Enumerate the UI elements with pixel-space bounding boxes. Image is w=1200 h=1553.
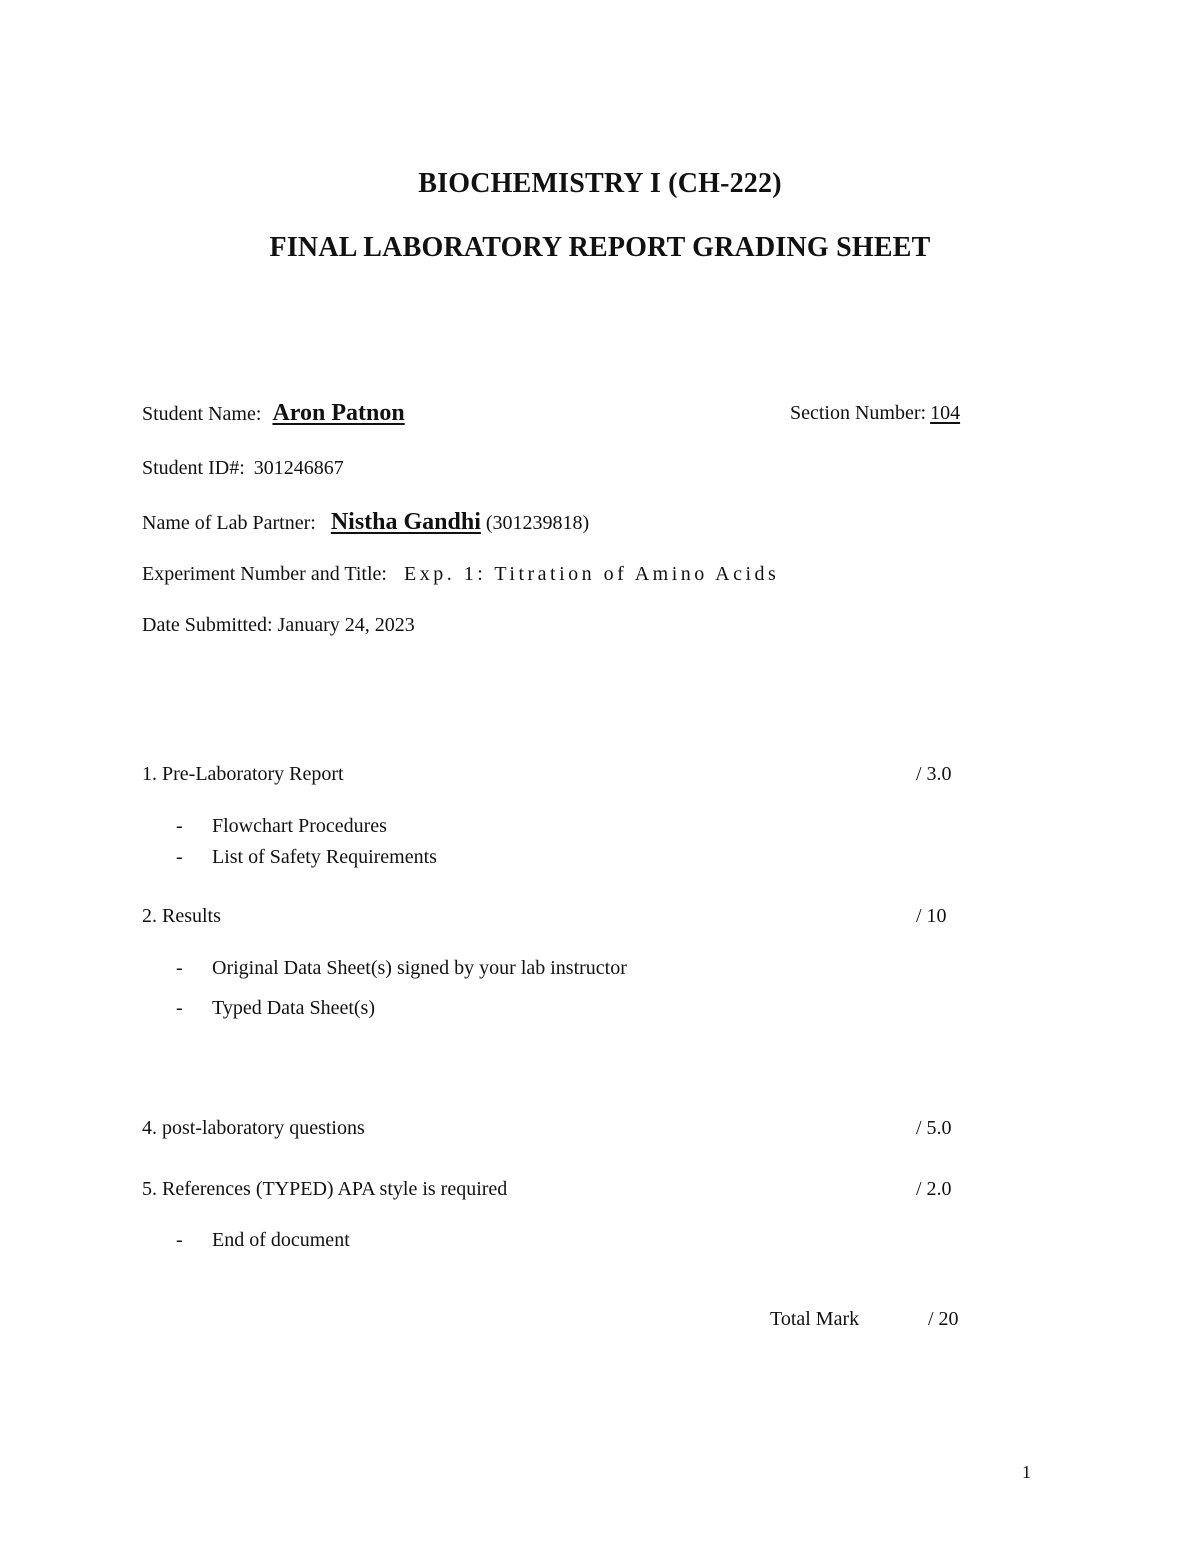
bullet-dash: - [176, 815, 183, 837]
experiment-row [142, 563, 779, 586]
total-mark-label: Total Mark [770, 1308, 860, 1330]
lab-partner-label: Name of Lab Partner: [142, 512, 316, 534]
student-id-row [142, 457, 344, 480]
section-number-row [790, 402, 964, 425]
student-name-value: Aron Patnon [272, 400, 405, 426]
item-post-lab-score: / 5.0 [916, 1117, 952, 1139]
subitem-typed-data [176, 997, 375, 1020]
lab-partner-id: (301239818) [485, 512, 590, 534]
subitem-end-of-document-label: End of document [212, 1229, 350, 1251]
subitem-flowchart [176, 815, 387, 838]
bullet-dash: - [176, 846, 183, 868]
subitem-safety [176, 846, 437, 869]
student-name-label: Student Name: [142, 403, 262, 425]
lab-partner-name: Nistha Gandhi [330, 509, 481, 535]
date-submitted-row [142, 614, 415, 637]
item-references-score: / 2.0 [916, 1178, 952, 1200]
item-results-score: / 10 [916, 905, 947, 927]
item-pre-lab-report: 1. Pre-Laboratory Report [142, 763, 344, 785]
subitem-safety-label: List of Safety Requirements [212, 846, 437, 868]
student-id-label: Student ID#: [142, 457, 245, 479]
experiment-value: Exp. 1: Titration of Amino Acids [403, 563, 780, 585]
course-title: BIOCHEMISTRY I (CH-222) [418, 168, 782, 199]
sheet-title: FINAL LABORATORY REPORT GRADING SHEET [269, 232, 931, 263]
subitem-original-data [176, 957, 627, 980]
subitem-flowchart-label: Flowchart Procedures [212, 815, 387, 837]
subitem-typed-data-label: Typed Data Sheet(s) [212, 997, 375, 1019]
section-number-label: Section Number: [790, 402, 927, 424]
item-results: 2. Results [142, 905, 221, 927]
section-number-value: 104 [930, 402, 961, 424]
date-submitted-label: Date Submitted: [142, 614, 273, 636]
item-post-lab-questions: 4. post-laboratory questions [142, 1117, 365, 1139]
lab-partner-row [142, 509, 589, 536]
experiment-label: Experiment Number and Title: [142, 563, 387, 585]
subitem-end-of-document [176, 1229, 350, 1252]
item-pre-lab-score: / 3.0 [916, 763, 952, 785]
subitem-original-data-label: Original Data Sheet(s) signed by your lab instructor [212, 957, 627, 979]
student-name-row [142, 400, 405, 427]
item-references: 5. References (TYPED) APA style is required [142, 1178, 508, 1200]
date-submitted-value: January 24, 2023 [277, 614, 415, 636]
total-mark-score: / 20 [928, 1308, 959, 1330]
bullet-dash: - [176, 957, 183, 979]
student-id-value: 301246867 [253, 457, 344, 479]
bullet-dash: - [176, 1229, 183, 1251]
page-number: 1 [1022, 1462, 1031, 1482]
bullet-dash: - [176, 997, 183, 1019]
